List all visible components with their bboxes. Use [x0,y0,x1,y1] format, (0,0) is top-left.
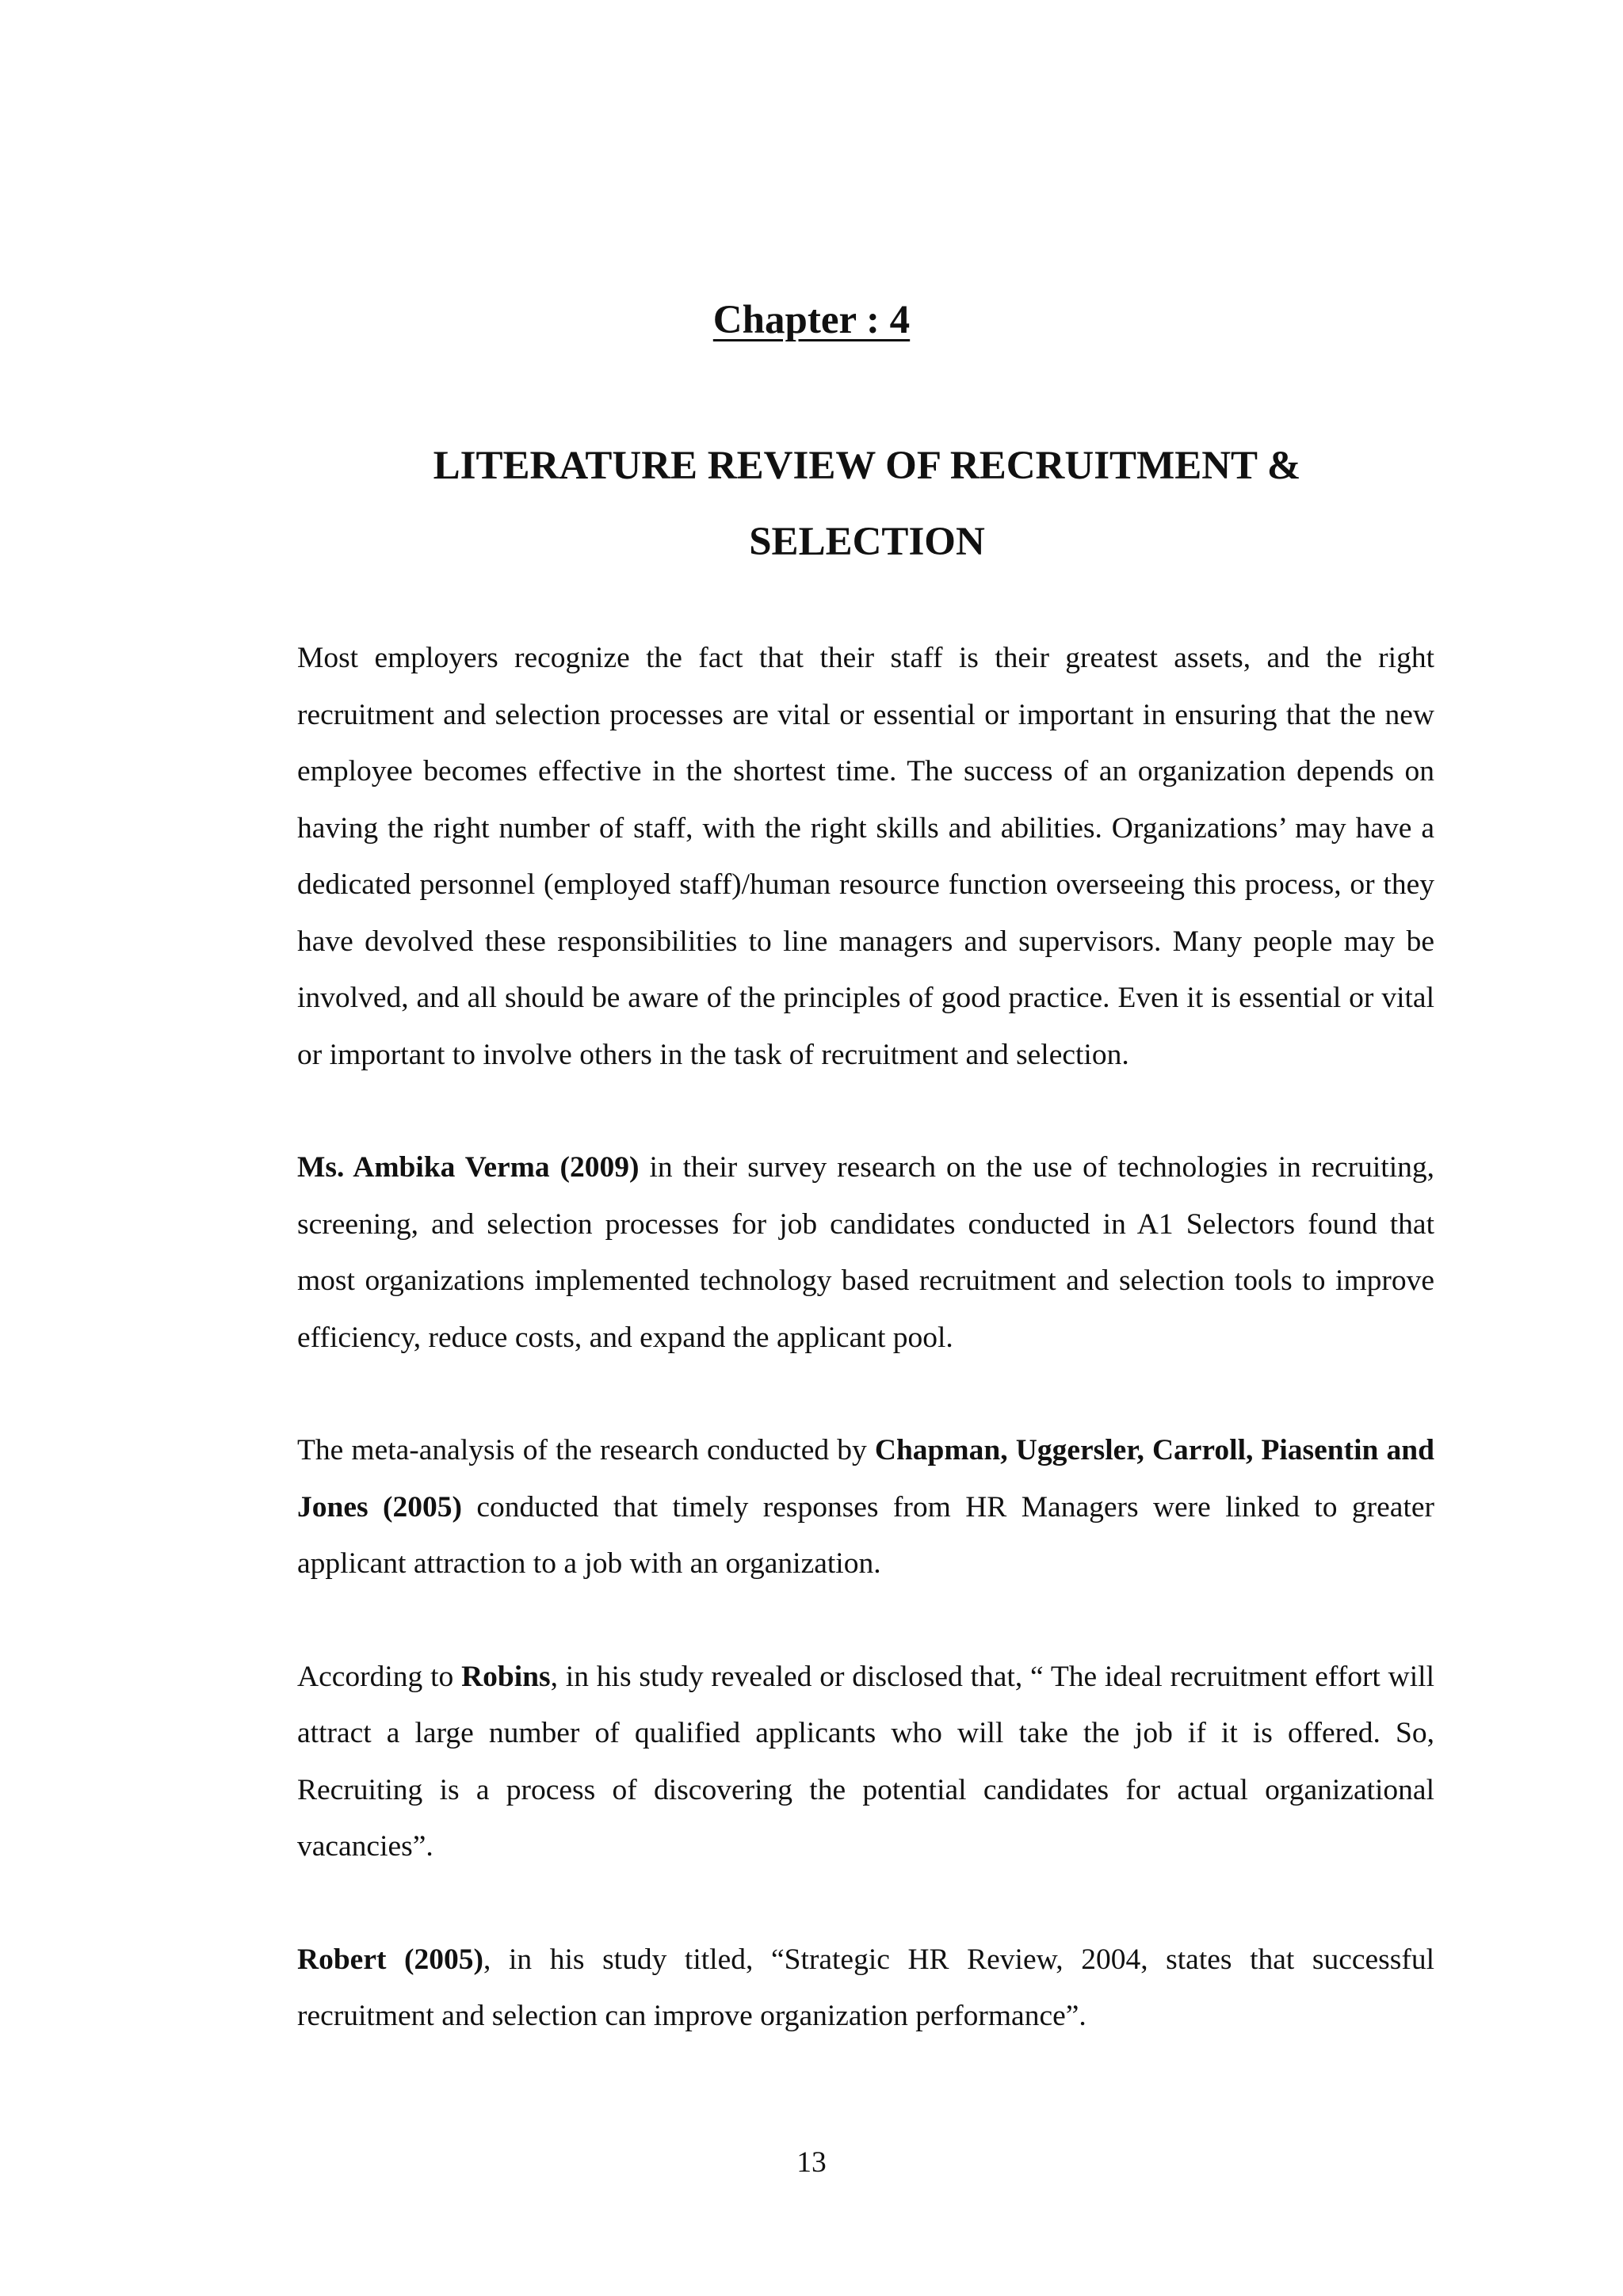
paragraph-text: in their survey research on the use of technologies in recruiting, screening, and selection processes for job candidates conducted in A1 Selectors found that most organizations implemented technology based recruitment and selection tools to improve efficiency, reduce costs, and expand the applicant pool. [297,1151,1434,1354]
paragraph-text: , in his study revealed or disclosed that, “ The ideal recruitment effort will attract a large number of qualified applicants who will take the job if it is offered. So, Recruiting is a process of discovering the potential candidates for actual organizational vacancies”. [297,1660,1434,1863]
paragraph-text: Most employers recognize the fact that their staff is their greatest assets, and the right recruitment and selection processes are vital or essential or important in ensuring that the new employee becomes effective in the shortest time. The success of an organization depends on having the right number of staff, with the right skills and abilities. Organizations’ may have a dedicated personnel (employed staff)/human resource function overseeing this process, or they have devolved these responsibilities to line managers and supervisors. Many people may be involved, and all should be aware of the principles of good practice. Even it is essential or vital or important to involve others in the task of recruitment and selection. [297,642,1434,1071]
page-number: 13 [796,2146,827,2179]
paragraph-text: , in his study titled, “Strategic HR Review, 2004, states that successful recruitment and selection can improve organization performance”. [297,1943,1434,2032]
paragraph-lead-in: The meta-analysis of the research conducted by [297,1434,875,1466]
citation-author: Ms. Ambika Verma (2009) [297,1151,640,1184]
chapman-paragraph [297,1422,1434,1592]
citation-author: Chapman, Uggersler, Carroll, Piasentin and Jones (2005) [297,1434,1434,1524]
paragraph-text: conducted that timely responses from HR Managers were linked to greater applicant attraction to a job with an organization. [297,1490,1434,1580]
chapter-title [238,428,1496,580]
paragraph-lead-in: According to [297,1660,462,1693]
citation-author: Robins [461,1660,551,1693]
chapter-title-line-2: SELECTION [749,520,985,564]
robins-paragraph [297,1649,1434,1875]
intro-paragraph [297,630,1434,1083]
chapter-label: Chapter : 4 [712,298,911,342]
chapter-title-line-1: LITERATURE REVIEW OF RECRUITMENT & [433,444,1301,488]
robert-paragraph [297,1932,1434,2045]
verma-paragraph [297,1139,1434,1366]
citation-author: Robert (2005) [297,1943,484,1976]
document-body [297,630,1434,2101]
